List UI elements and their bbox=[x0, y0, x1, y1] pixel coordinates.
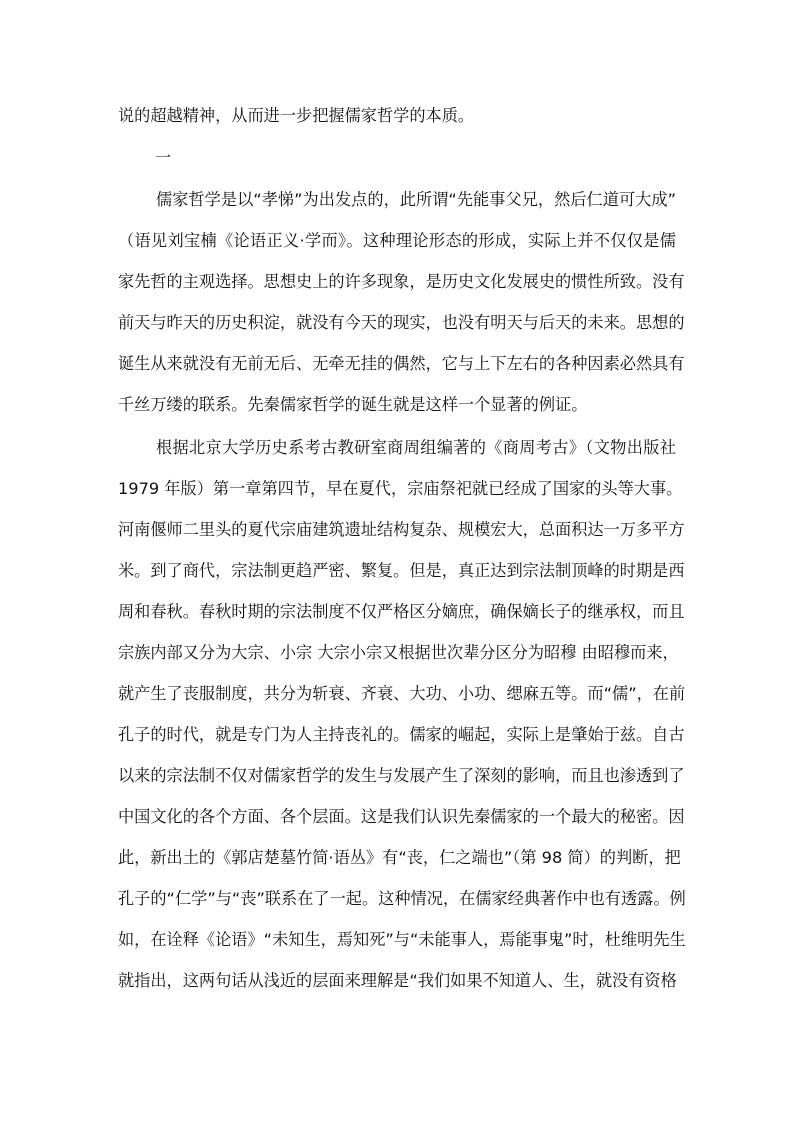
paragraph-line: 河南偃师二里头的夏代宗庙建筑遗址结构复杂、规模宏大，总面积达一万多平方 bbox=[118, 520, 685, 539]
paragraph-line: 此，新出土的《郭店楚墓竹简·语丛》有“丧，仁之端也”（第 98 简）的判断，把 bbox=[118, 848, 681, 867]
paragraph-line: 1979 年版）第一章第四节，早在夏代，宗庙祭祀就已经成了国家的头等大事。 bbox=[118, 479, 683, 498]
paragraph-line: （语见刘宝楠《论语正义·学而》。这种理论形态的形成，实际上并不仅仅是儒 bbox=[118, 231, 676, 250]
paragraph-line: 以来的宗法制不仅对儒家哲学的发生与发展产生了深刻的影响，而且也渗透到了 bbox=[118, 766, 685, 785]
paragraph-line: 家先哲的主观选择。思想史上的许多现象，是历史文化发展史的惯性所致。没有 bbox=[118, 272, 685, 291]
paragraph-line: 前天与昨天的历史积淀，就没有今天的现实，也没有明天与后天的未来。思想的 bbox=[118, 313, 685, 332]
paragraph-line: 千丝万缕的联系。先秦儒家哲学的诞生就是这样一个显著的例证。 bbox=[118, 395, 588, 414]
paragraph-line: 米。到了商代，宗法制更趋严密、繁复。但是，真正达到宗法制顶峰的时期是西 bbox=[118, 561, 685, 580]
paragraph-line: 就指出，这两句话从浅近的层面来理解是“我们如果不知道人、生，就没有资格 bbox=[118, 971, 677, 990]
paragraph-line: 儒家哲学是以“孝悌”为出发点的，此所谓“先能事父兄，然后仁道可大成” bbox=[156, 190, 676, 209]
paragraph-line: 中国文化的各个方面、各个层面。这是我们认识先秦儒家的一个最大的秘密。因 bbox=[118, 807, 685, 826]
paragraph-line: 孔子的“仁学”与“丧”联系在了一起。这种情况，在儒家经典著作中也有透露。例 bbox=[118, 889, 686, 908]
paragraph-line: 根据北京大学历史系考古教研室商周组编著的《商周考古》（文物出版社 bbox=[156, 438, 676, 457]
paragraph-line: 就产生了丧服制度，共分为斩衰、齐衰、大功、小功、缌麻五等。而“儒”，在前 bbox=[118, 684, 686, 703]
paragraph-line: 宗族内部又分为大宗、小宗 大宗小宗又根据世次辈分区分为昭穆 由昭穆而来， bbox=[118, 643, 679, 662]
paragraph-line: 孔子的时代，就是专门为人主持丧礼的。儒家的崛起，实际上是肇始于兹。自古 bbox=[118, 725, 685, 744]
opening-line: 说的超越精神，从而进一步把握儒家哲学的本质。 bbox=[118, 106, 475, 125]
section-number: 一 bbox=[155, 148, 172, 167]
paragraph-line: 如，在诠释《论语》“未知生，焉知死”与“未能事人，焉能事鬼”时，杜维明先生 bbox=[118, 930, 686, 949]
paragraph-line: 周和春秋。春秋时期的宗法制度不仅严格区分嫡庶，确保嫡长子的继承权，而且 bbox=[118, 602, 685, 621]
paragraph-line: 诞生从来就没有无前无后、无牵无挂的偶然，它与上下左右的各种因素必然具有 bbox=[118, 354, 685, 373]
